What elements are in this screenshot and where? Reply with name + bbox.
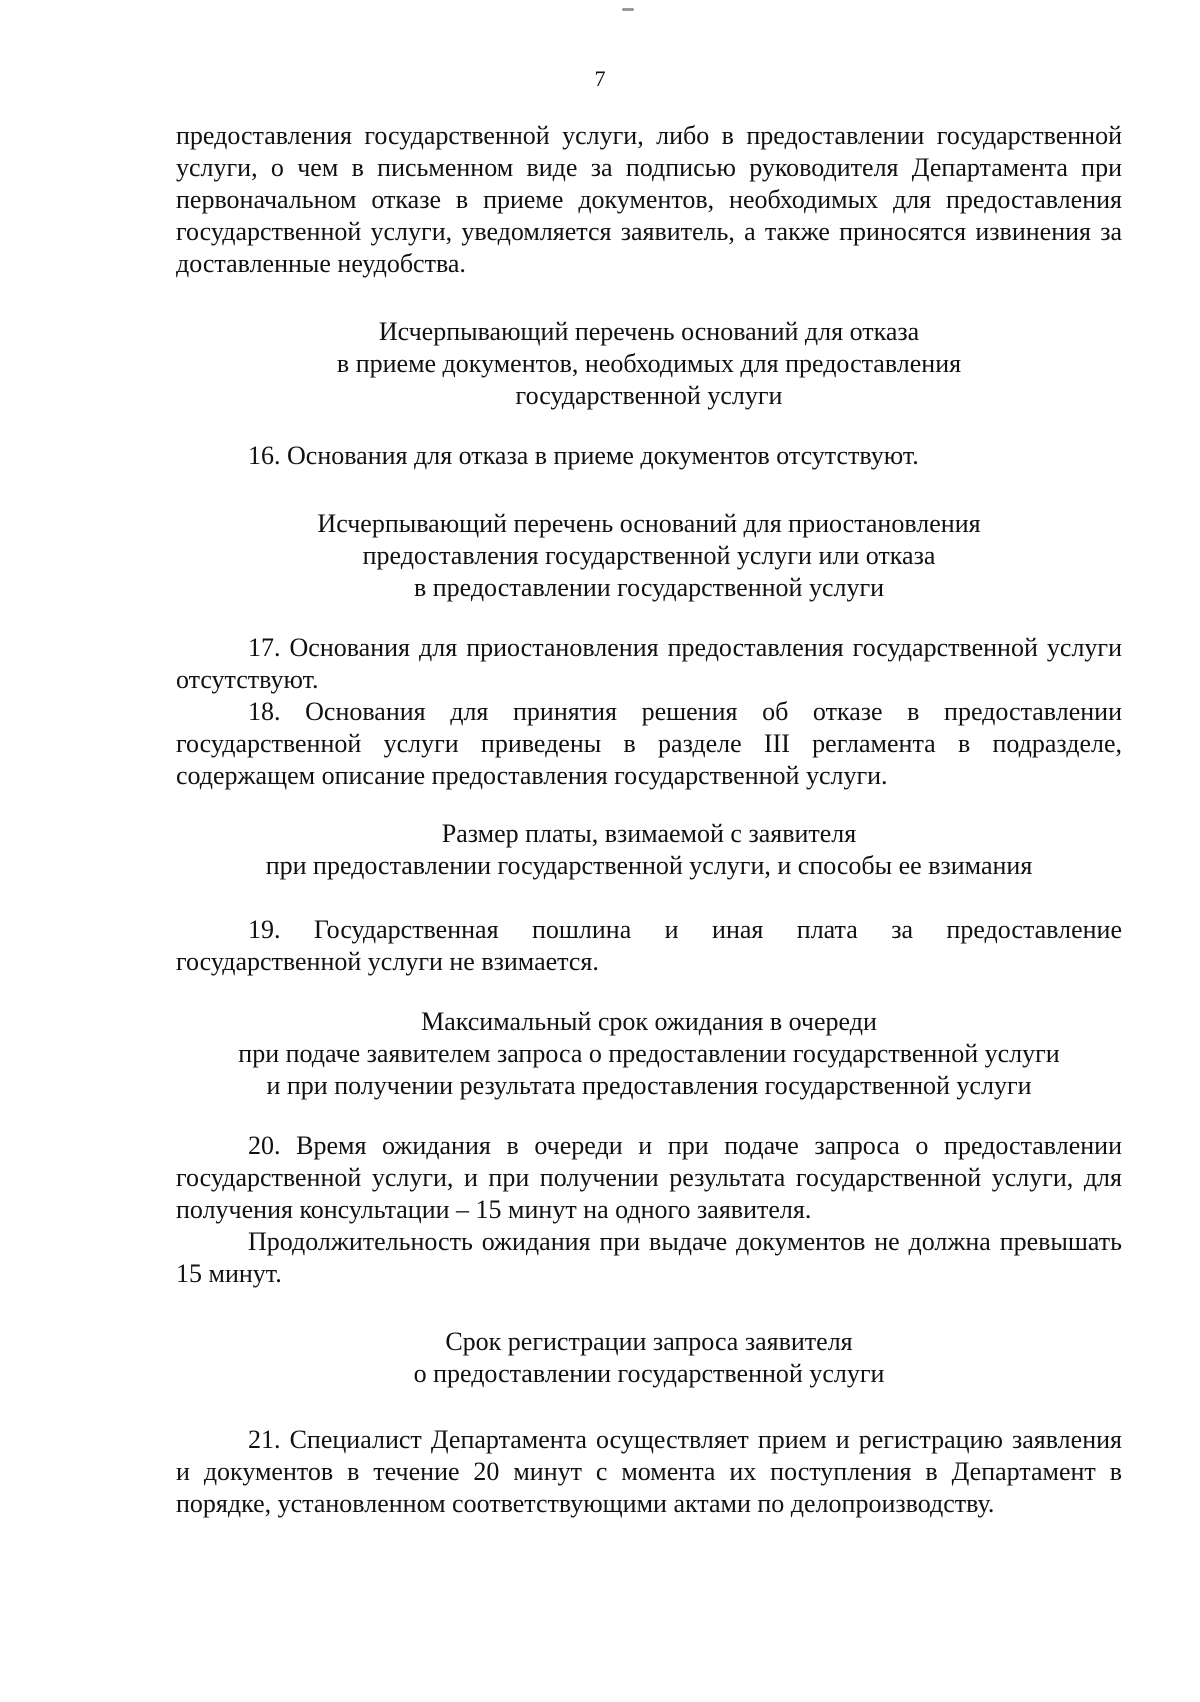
heading-line: Размер платы, взимаемой с заявителя (441, 819, 857, 848)
heading-line: при предоставлении государственной услуги, и способы ее взимания (265, 851, 1033, 880)
paragraph-19: 19. Государственная пошлина и иная плата за предоставление государственной услуги не взимается. (176, 915, 1122, 976)
heading-line: предоставления государственной услуги или отказа (362, 541, 936, 570)
paragraph-continuation: предоставления государственной услуги, либо в предоставлении государственной услуги, о чем в письменном виде за подписью руководителя Департамента при первоначальном отказе в приеме документов, необходимых для предоставления государственной услуги, уведомляется заявитель, а также приносятся извинения за доставленные неудобства. (176, 121, 1122, 278)
section-heading-refusal-grounds (176, 316, 1122, 412)
paragraph-20-continued: Продолжительность ожидания при выдаче документов не должна превышать 15 минут. (176, 1227, 1122, 1288)
heading-line: при подаче заявителем запроса о предоставлении государственной услуги (238, 1039, 1060, 1068)
paragraph-21: 21. Специалист Департамента осуществляет прием и регистрацию заявления и документов в течение 20 минут с момента их поступления в Департамент в порядке, установленном соответствующими актами по делопроизводству. (176, 1425, 1122, 1518)
section-heading-registration-term (176, 1326, 1122, 1390)
section-heading-fee (176, 818, 1122, 882)
section-heading-waiting-time (176, 1006, 1122, 1102)
document-body (176, 120, 1122, 1520)
heading-line: в приеме документов, необходимых для предоставления (336, 349, 962, 378)
heading-line: о предоставлении государственной услуги (413, 1359, 885, 1388)
heading-line: Исчерпывающий перечень оснований для отказа (378, 317, 920, 346)
heading-line: в предоставлении государственной услуги (413, 573, 885, 602)
heading-line: Срок регистрации запроса заявителя (445, 1327, 853, 1356)
heading-line: Исчерпывающий перечень оснований для приостановления (317, 509, 981, 538)
heading-line: государственной услуги (515, 381, 783, 410)
section-heading-suspension-grounds (176, 508, 1122, 604)
heading-line: Максимальный срок ожидания в очереди (421, 1007, 877, 1036)
page-number: 7 (594, 66, 606, 91)
paragraph-16: 16. Основания для отказа в приеме документов отсутствуют. (248, 441, 919, 470)
paragraph-17: 17. Основания для приостановления предоставления государственной услуги отсутствуют. (176, 633, 1122, 694)
paragraph-20: 20. Время ожидания в очереди и при подаче запроса о предоставлении государственной услуги, и при получении результата государственной услуги, для получения консультации – 15 минут на одного заявителя. (176, 1131, 1122, 1224)
heading-line: и при получении результата предоставления государственной услуги (266, 1071, 1032, 1100)
scan-artifact (622, 8, 634, 11)
paragraph-18: 18. Основания для принятия решения об отказе в предоставлении государственной услуги приведены в разделе III регламента в подразделе, содержащем описание предоставления государственной услуги. (176, 697, 1122, 790)
